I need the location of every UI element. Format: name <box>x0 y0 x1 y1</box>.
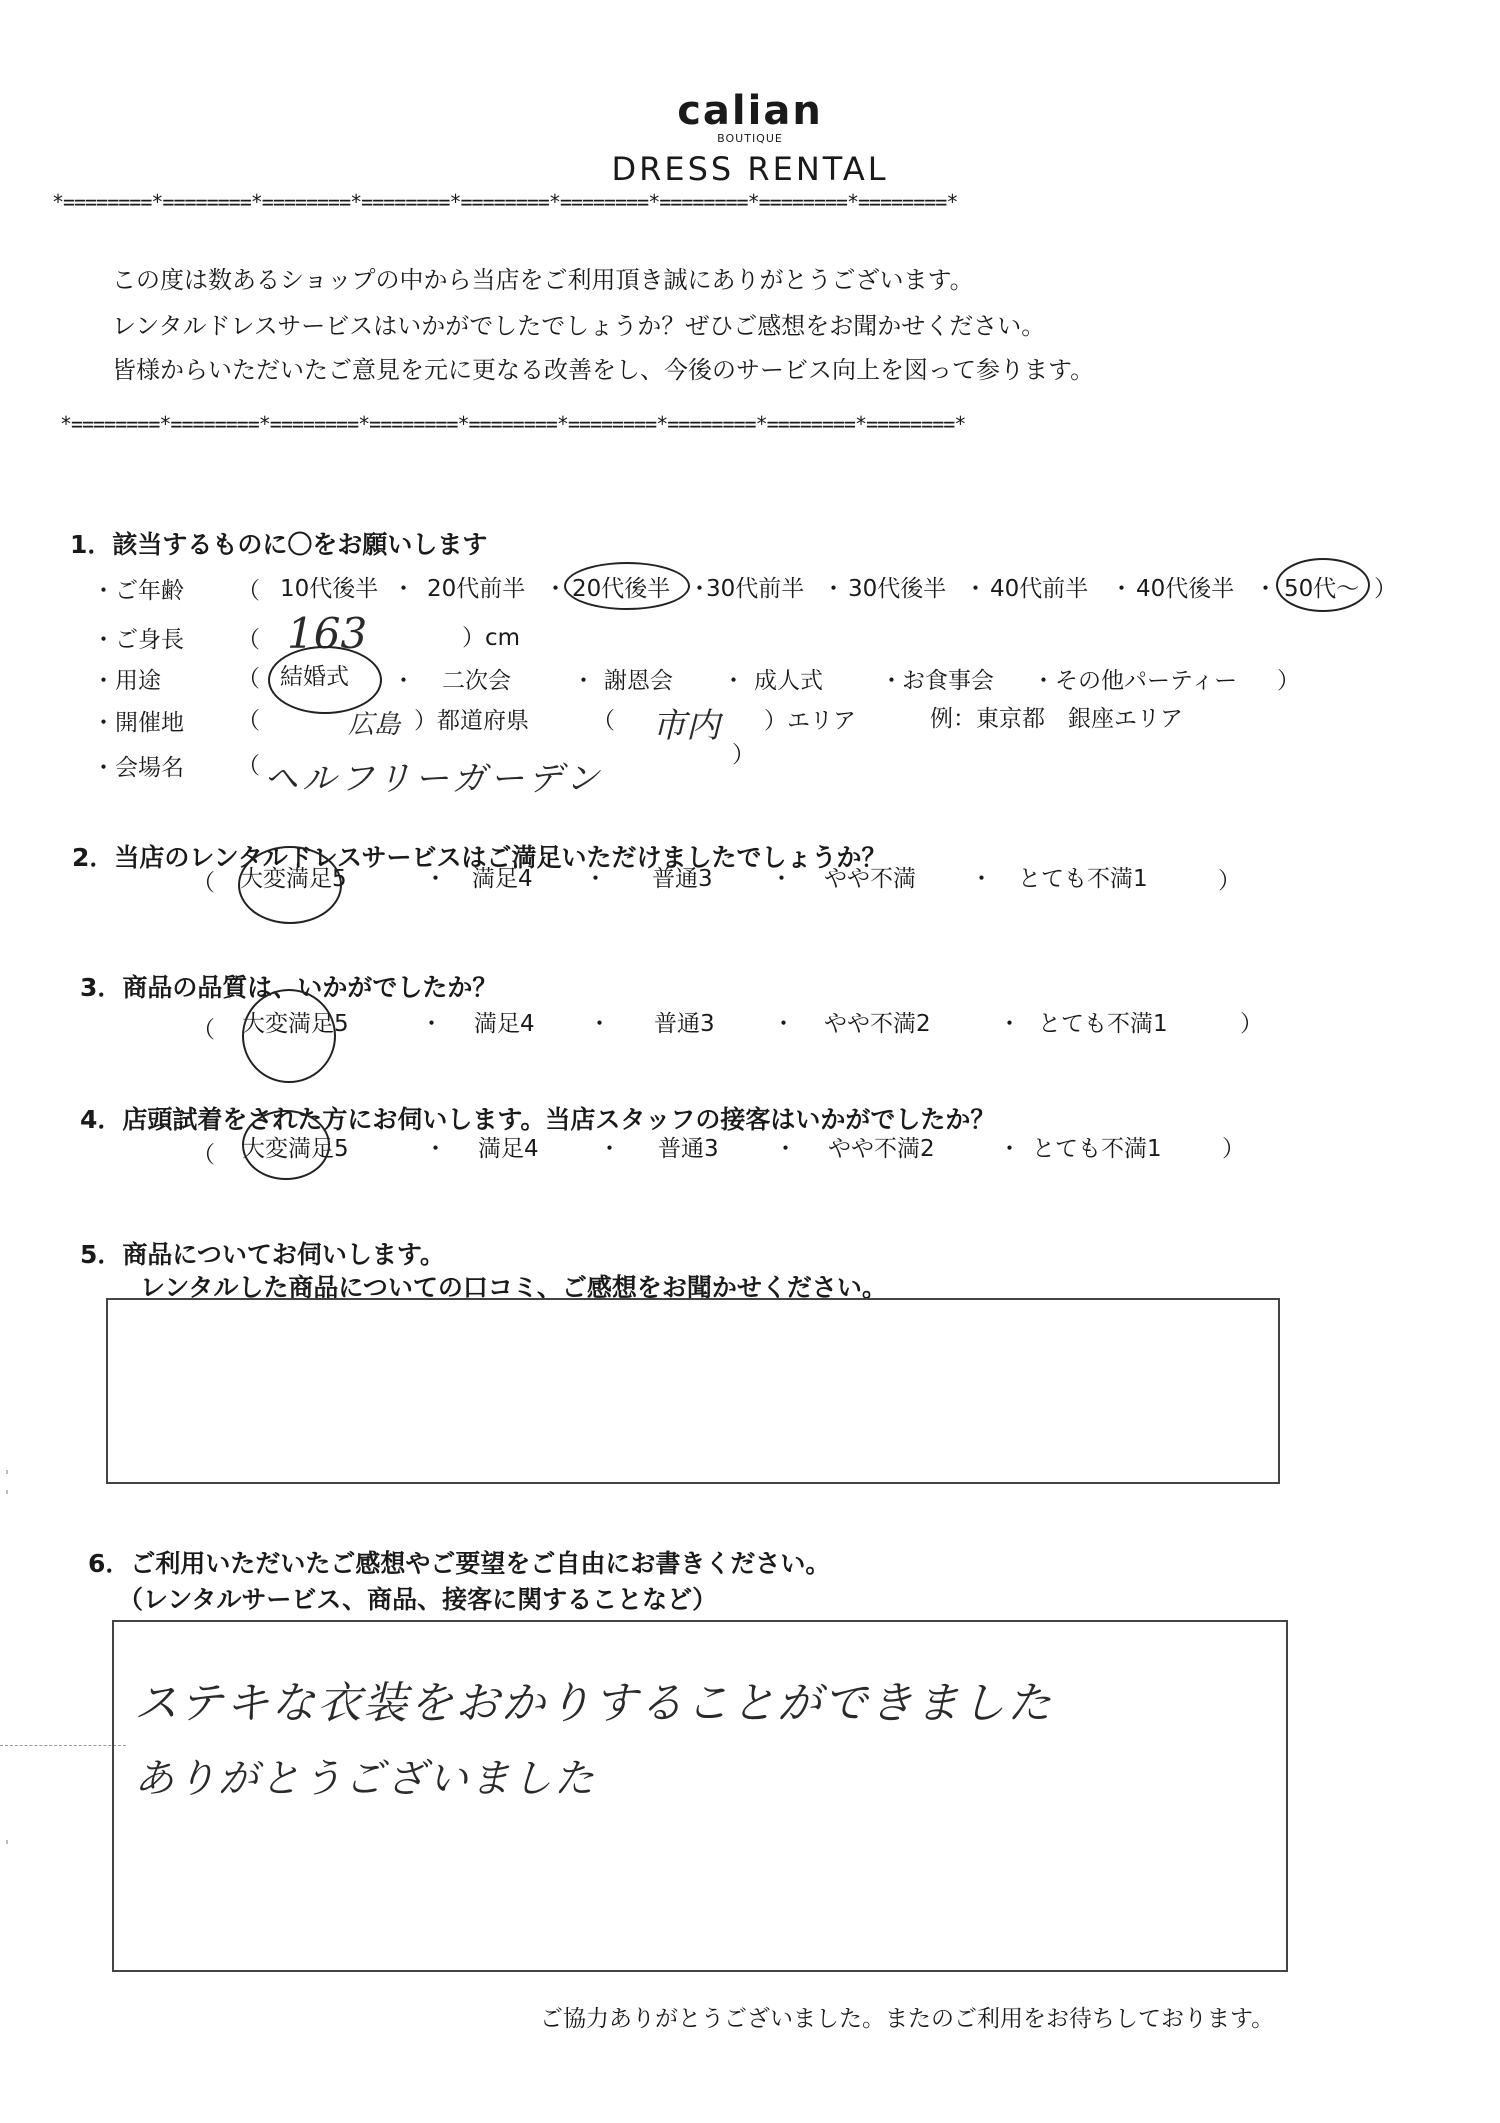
venue-label: ・開催地 <box>92 710 184 736</box>
purpose-option[interactable]: 謝恩会 <box>604 668 673 694</box>
question-5-title: 5．商品についてお伺いします。 <box>80 1240 445 1269</box>
area-answer[interactable]: 市内 <box>652 706 720 746</box>
age-option[interactable]: 40代後半 <box>1136 576 1235 602</box>
place-label: ・会場名 <box>92 755 184 781</box>
question-3-title: 3．商品の品質は、いかがでしたか？ <box>80 973 498 1002</box>
rating-option[interactable]: やや不満2 <box>828 1136 935 1162</box>
purpose-option-selected[interactable]: 結婚式 <box>280 664 349 690</box>
feedback-textbox[interactable] <box>112 1620 1288 1972</box>
feedback-line-1: ステキな衣装をおかりすることができました <box>134 1678 1054 1729</box>
q2-options: （ 大変満足5 ・ 満足4 ・ 普通3 ・ やや不満 ・ とても不満1 ） <box>192 860 1292 910</box>
rating-option[interactable]: やや不満2 <box>824 1011 931 1037</box>
age-option-selected[interactable]: 20代後半 <box>572 576 671 602</box>
rating-option[interactable]: とても不満1 <box>1038 1011 1168 1037</box>
rating-option[interactable]: 満足4 <box>478 1136 539 1162</box>
selection-circle <box>242 1110 330 1180</box>
age-option-selected[interactable]: 50代〜 <box>1284 576 1360 602</box>
rating-option[interactable]: 普通3 <box>658 1136 719 1162</box>
scan-mark <box>6 1490 8 1494</box>
age-option[interactable]: 30代後半 <box>848 576 947 602</box>
rating-option-selected[interactable]: 大変満足5 <box>242 1136 349 1162</box>
rating-option[interactable]: とても不満1 <box>1032 1136 1162 1162</box>
rating-option-selected[interactable]: 大変満足5 <box>240 866 347 892</box>
footer-message: ご協力ありがとうございました。またのご利用をお待ちしております。 <box>540 2006 1275 2032</box>
rating-option-selected[interactable]: 大変満足5 <box>242 1011 349 1037</box>
age-row: ・ご年齢 （ 10代後半 ・ 20代前半 ・ 20代後半 ・ 30代前半 ・ 30代後半 ・ 40代前半 ・ 40代後半 ・ 50代〜 ） <box>92 570 1432 610</box>
height-row: ・ご身長 （ 163 ）cm <box>92 609 521 658</box>
selection-circle <box>238 846 342 924</box>
brand-logo: calian <box>677 88 823 134</box>
purpose-row: ・用途 （ 結婚式 ・ 二次会 ・ 謝恩会 ・ 成人式 ・ お食事会 ・その他パーティー ） <box>92 658 1432 698</box>
place-row: ・会場名 （ ヘルフリーガーデン <box>92 745 992 805</box>
purpose-option[interactable]: 成人式 <box>754 668 823 694</box>
scan-mark <box>6 1840 8 1844</box>
rating-option[interactable]: やや不満 <box>824 866 916 892</box>
age-option[interactable]: 40代前半 <box>990 576 1089 602</box>
venue-row: ・開催地 （ 広島 ）都道府県 （ 市内 ）エリア 例：東京都 銀座エリア ） <box>92 700 1432 750</box>
age-option[interactable]: 30代前半 <box>706 576 805 602</box>
selection-circle <box>564 562 690 610</box>
brand-subtitle: BOUTIQUE <box>717 132 783 145</box>
purpose-option[interactable]: ・その他パーティー <box>1032 668 1238 694</box>
intro-line-2: レンタルドレスサービスはいかがでしたでしょうか？ぜひご感想をお聞かせください。 <box>112 312 1046 340</box>
height-label: ・ご身長 <box>92 627 184 653</box>
question-6-title: 6．ご利用いただいたご感想やご要望をご自由にお書きください。 <box>88 1549 831 1578</box>
place-answer[interactable]: ヘルフリーガーデン <box>264 759 604 799</box>
divider-top: *========*========*========*========*========*========*========*========*========* <box>52 190 958 214</box>
age-label: ・ご年齢 <box>92 578 184 604</box>
question-1-title: 1．該当するものに〇をお願いします <box>70 530 488 559</box>
divider-bottom: *========*========*========*========*========*========*========*========*========* <box>60 412 966 436</box>
purpose-label: ・用途 <box>92 668 161 694</box>
intro-line-3: 皆様からいただいたご意見を元に更なる改善をし、今後のサービス向上を図って参ります。 <box>112 356 1095 384</box>
intro-line-1: この度は数あるショップの中から当店をご利用頂き誠にありがとうございます。 <box>112 266 974 294</box>
question-6-subtitle: （レンタルサービス、商品、接客に関することなど） <box>118 1585 718 1614</box>
page-title: DRESS RENTAL <box>611 150 889 188</box>
feedback-line-2: ありがとうございました <box>134 1756 596 1802</box>
q4-options: （ 大変満足5 ・ 満足4 ・ 普通3 ・ やや不満2 ・ とても不満1 ） <box>192 1130 1292 1180</box>
q3-options: （ 大変満足5 ・ 満足4 ・ 普通3 ・ やや不満2 ・ とても不満1 ） <box>192 1005 1292 1055</box>
venue-example: 例：東京都 銀座エリア <box>930 706 1183 732</box>
age-option[interactable]: 10代後半 <box>280 576 379 602</box>
purpose-option[interactable]: お食事会 <box>902 668 994 694</box>
rating-option[interactable]: 満足4 <box>474 1011 535 1037</box>
question-5-subtitle: レンタルした商品についての口コミ、ご感想をお聞かせください。 <box>140 1273 887 1302</box>
question-2-title: 2．当店のレンタルドレスサービスはご満足いただけましたでしょうか？ <box>72 843 887 872</box>
question-4-title: 4．店頭試着をされた方にお伺いします。当店スタッフの接客はいかがでしたか？ <box>80 1105 996 1134</box>
rating-option[interactable]: 満足4 <box>472 866 533 892</box>
height-answer[interactable]: 163 <box>287 609 368 658</box>
rating-option[interactable]: 普通3 <box>652 866 713 892</box>
rating-option[interactable]: とても不満1 <box>1018 866 1148 892</box>
rating-option[interactable]: 普通3 <box>654 1011 715 1037</box>
scan-dash-line <box>0 1745 126 1746</box>
selection-circle <box>1276 558 1370 612</box>
scan-mark <box>6 1470 8 1474</box>
age-option[interactable]: 20代前半 <box>427 576 526 602</box>
prefecture-answer[interactable]: 広島 <box>348 710 401 740</box>
purpose-option[interactable]: 二次会 <box>442 668 511 694</box>
selection-circle <box>242 989 336 1083</box>
review-textbox[interactable] <box>106 1298 1280 1484</box>
